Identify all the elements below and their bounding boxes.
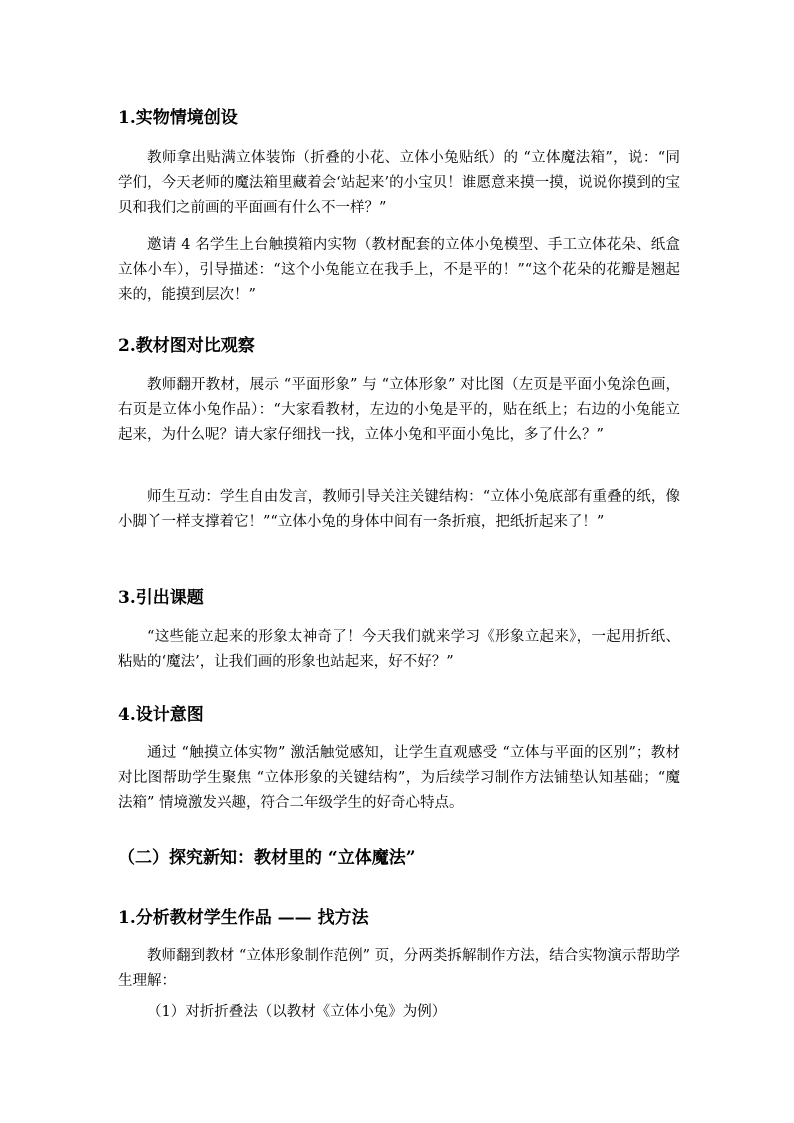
paragraph-4-1: 通过 “触摸立体实物” 激活触觉感知，让学生直观感受 “立体与平面的区别”；教材对比图帮助学生聚焦 “立体形象的关键结构”，为后续学习制作方法铺垫认知基础；“魔法箱” 情境激发兴趣，符合二年级学生的好奇心特点。 (118, 745, 680, 811)
paragraph-2-1: 教师翻开教材，展示 “平面形象” 与 “立体形象” 对比图（左页是平面小兔涂色画，右页是立体小兔作品）：“大家看教材，左边的小兔是平的，贴在纸上；右边的小兔能立起来，为什么呢？请大家仔细找一找，立体小兔和平面小兔比，多了什么？” (118, 377, 680, 443)
section-heading-2: 2.教材图对比观察 (118, 336, 255, 356)
paragraph-5-1: 教师翻到教材 “立体形象制作范例” 页，分两类拆解制作方法，结合实物演示帮助学生理解： (118, 948, 680, 989)
part-heading-2: （二）探究新知：教材里的 “立体魔法” (118, 848, 416, 868)
section-heading-1: 1.实物情境创设 (118, 108, 238, 128)
paragraph-1-1: 教师拿出贴满立体装饰（折叠的小花、立体小兔贴纸）的 “立体魔法箱”，说：“同学们，今天老师的魔法箱里藏着会‘站起来’的小宝贝！谁愿意来摸一摸，说说你摸到的宝贝和我们之前画的平面画有什么不一样？” (118, 150, 680, 216)
section-heading-5: 1.分析教材学生作品 —— 找方法 (118, 908, 369, 928)
section-heading-4: 4.设计意图 (118, 705, 204, 725)
list-item-1: （1）对折折叠法（以教材《立体小兔》为例） (147, 1004, 447, 1020)
paragraph-1-2: 邀请 4 名学生上台触摸箱内实物（教材配套的立体小兔模型、手工立体花朵、纸盒立体小车），引导描述：“这个小兔能立在我手上，不是平的！”“这个花朵的花瓣是翘起来的，能摸到层次！” (118, 237, 680, 303)
paragraph-2-2: 师生互动：学生自由发言，教师引导关注关键结构：“立体小兔底部有重叠的纸，像小脚丫一样支撑着它！”“立体小兔的身体中间有一条折痕，把纸折起来了！” (118, 489, 680, 530)
section-heading-3: 3.引出课题 (118, 588, 204, 608)
paragraph-3-1: “这些能立起来的形象太神奇了！今天我们就来学习《形象立起来》，一起用折纸、粘贴的‘魔法’，让我们画的形象也站起来，好不好？” (118, 629, 680, 670)
